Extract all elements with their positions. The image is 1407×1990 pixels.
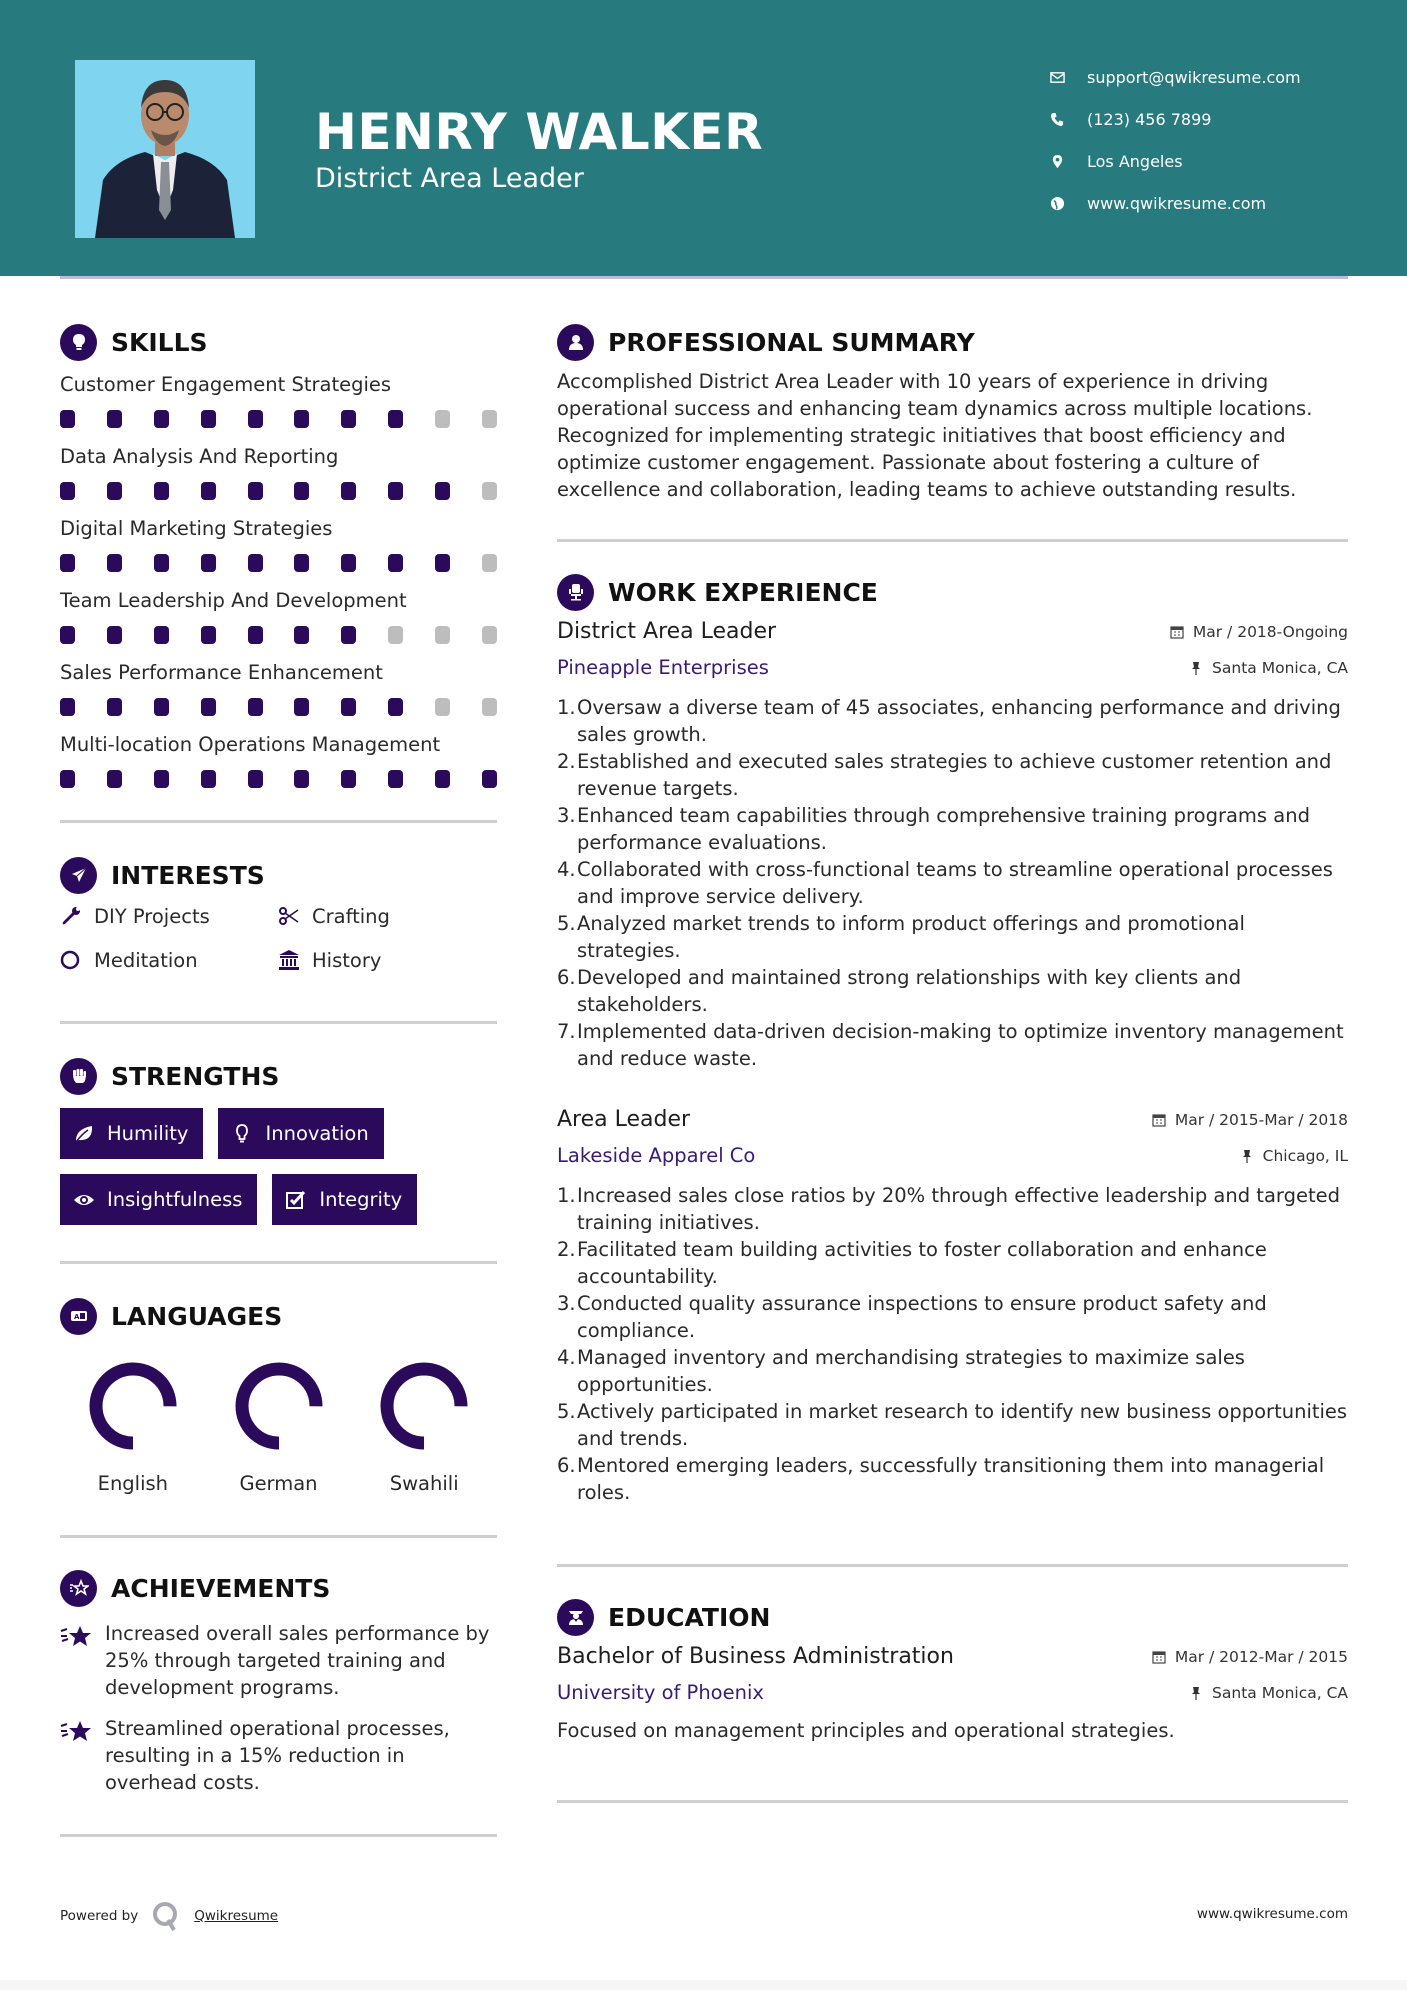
experience-title: WORK EXPERIENCE: [608, 577, 878, 607]
rating-dot-filled: [294, 482, 309, 500]
rating-dot-filled: [294, 770, 309, 788]
strengths-section: [60, 1054, 497, 1225]
footer-website-link[interactable]: www.qwikresume.com: [1196, 1906, 1348, 1922]
right-column: [557, 320, 1348, 1803]
page-bottom-strip: [0, 1980, 1407, 1990]
leaf-icon: [73, 1123, 95, 1145]
calendar-icon: [1152, 1113, 1166, 1127]
strength-badge: Humility: [60, 1108, 203, 1159]
lightbulb-icon: [60, 324, 97, 361]
circle-icon: [60, 949, 82, 971]
qwikresume-logo-icon: [152, 1900, 180, 1932]
rating-dot-filled: [60, 698, 75, 716]
skill-rating: [60, 474, 497, 508]
user-icon: [557, 324, 594, 361]
rating-dot-filled: [60, 770, 75, 788]
shooting-star-icon: [60, 1624, 94, 1650]
job-bullet: 1. Oversaw a diverse team of 45 associates, enhancing performance and driving sales growth.: [557, 696, 1341, 746]
job-bullets: [557, 694, 1348, 1072]
summary-title: PROFESSIONAL SUMMARY: [608, 327, 975, 357]
interest-item: DIY Projects: [60, 901, 278, 931]
skill-rating: [60, 762, 497, 796]
lightbulb-icon: [231, 1123, 253, 1145]
rating-dot-filled: [201, 554, 216, 572]
footer-powered-by: Powered by Qwikresume: [60, 1900, 278, 1932]
left-column: [60, 320, 497, 1837]
rating-dot-filled: [388, 770, 403, 788]
skill-name: Digital Marketing Strategies: [60, 517, 333, 540]
rating-dot-empty: [388, 626, 403, 644]
job-company: Pineapple Enterprises: [557, 656, 769, 679]
achievement-item: Increased overall sales performance by 25% through targeted training and development programs.: [60, 1620, 497, 1701]
section-divider: [60, 1021, 497, 1024]
skills-heading: [60, 320, 497, 364]
job-bullet: 5. Analyzed market trends to inform product offerings and promotional strategies.: [557, 912, 1245, 962]
interest-item: Meditation: [60, 945, 278, 975]
strengths-title: STRENGTHS: [111, 1061, 280, 1091]
experience-section: [557, 570, 1348, 1506]
rating-dot-filled: [341, 554, 356, 572]
checkbox-icon: [285, 1189, 307, 1211]
brand-link[interactable]: Qwikresume: [194, 1908, 279, 1924]
contact-phone-text: (123) 456 7899: [1087, 109, 1212, 129]
achievements-heading: [60, 1566, 497, 1610]
strengths-heading: [60, 1054, 497, 1098]
skill-item: [60, 584, 497, 652]
globe-icon: [1050, 196, 1065, 211]
skill-name: Multi-location Operations Management: [60, 733, 441, 756]
skill-rating: [60, 546, 497, 580]
rating-dot-filled: [107, 482, 122, 500]
interests-section: [60, 853, 497, 975]
rating-dot-filled: [201, 698, 216, 716]
profile-photo: [75, 60, 255, 238]
education-heading: [557, 1595, 1348, 1639]
language-item: German: [206, 1358, 352, 1495]
rating-dot-filled: [435, 770, 450, 788]
job-bullet: 5. Actively participated in market research to identify new business opportunities and trends.: [557, 1400, 1348, 1450]
rating-dot-empty: [435, 698, 450, 716]
job-dates: Mar / 2015-Mar / 2018: [1152, 1111, 1348, 1129]
job-bullet: 2. Established and executed sales strategies to achieve customer retention and revenue targets.: [557, 750, 1332, 800]
degree-title: Bachelor of Business Administration: [557, 1644, 954, 1669]
skill-name: Sales Performance Enhancement: [60, 661, 383, 684]
rating-dot-empty: [482, 626, 497, 644]
paper-plane-icon: [60, 857, 97, 894]
skill-rating: [60, 402, 497, 436]
rating-dot-filled: [482, 770, 497, 788]
section-divider: [60, 820, 497, 823]
rating-dot-filled: [154, 482, 169, 500]
strength-badge: Innovation: [218, 1108, 383, 1159]
contact-website[interactable]: [1050, 182, 1301, 224]
job-bullet: 3. Conducted quality assurance inspections to ensure product safety and compliance.: [557, 1292, 1267, 1342]
school-name: University of Phoenix: [557, 1681, 764, 1704]
rating-dot-filled: [341, 482, 356, 500]
job-bullet: 6. Developed and maintained strong relationships with key clients and stakeholders.: [557, 966, 1242, 1016]
skill-item: [60, 512, 497, 580]
rating-dot-empty: [482, 410, 497, 428]
achievement-item: Streamlined operational processes, resulting in a 15% reduction in overhead costs.: [60, 1715, 497, 1796]
contact-location: [1050, 140, 1301, 182]
achievements-title: ACHIEVEMENTS: [111, 1573, 331, 1603]
job-bullet: 6. Mentored emerging leaders, successfully transitioning them into managerial roles.: [557, 1454, 1325, 1504]
summary-section: [557, 320, 1348, 503]
languages-list: [60, 1358, 497, 1495]
education-title: EDUCATION: [608, 1602, 771, 1632]
fist-icon: [60, 1058, 97, 1095]
rating-dot-filled: [435, 482, 450, 500]
rating-dot-filled: [107, 554, 122, 572]
strength-badge: Integrity: [272, 1174, 417, 1225]
rating-dot-filled: [248, 410, 263, 428]
skill-item: [60, 368, 497, 436]
interest-item: Crafting: [278, 901, 497, 931]
skill-item: [60, 728, 497, 796]
rating-dot-empty: [482, 554, 497, 572]
rating-dot-filled: [201, 770, 216, 788]
pushpin-icon: [1189, 661, 1203, 675]
rating-dot-filled: [154, 554, 169, 572]
rating-dot-filled: [294, 626, 309, 644]
achievements-section: [60, 1566, 497, 1796]
language-item: English: [60, 1358, 206, 1495]
resume-header: [0, 0, 1407, 276]
rating-dot-filled: [341, 698, 356, 716]
job-bullet: 4. Managed inventory and merchandising strategies to maximize sales opportunities.: [557, 1346, 1245, 1396]
header-divider: [60, 276, 1348, 279]
section-divider: [557, 1800, 1348, 1803]
envelope-icon: [1050, 70, 1065, 85]
rating-dot-filled: [341, 626, 356, 644]
skill-name: Customer Engagement Strategies: [60, 373, 392, 396]
rating-dot-empty: [435, 410, 450, 428]
section-divider: [557, 539, 1348, 542]
rating-dot-filled: [388, 410, 403, 428]
rating-dot-filled: [294, 410, 309, 428]
job-location: Chicago, IL: [1240, 1147, 1348, 1165]
wrench-icon: [60, 905, 82, 927]
rating-dot-filled: [248, 482, 263, 500]
phone-icon: [1050, 112, 1065, 127]
contact-phone[interactable]: [1050, 98, 1301, 140]
rating-dot-filled: [201, 482, 216, 500]
experience-heading: [557, 570, 1348, 614]
job-bullets: [557, 1182, 1348, 1506]
language-icon: [60, 1298, 97, 1335]
skills-list: [60, 368, 497, 796]
svg-text:A: A: [73, 1313, 79, 1321]
contact-location-text: Los Angeles: [1087, 151, 1183, 171]
job-bullet: 3. Enhanced team capabilities through comprehensive training programs and performance evaluations.: [557, 804, 1310, 854]
contact-email[interactable]: [1050, 56, 1301, 98]
rating-dot-empty: [435, 626, 450, 644]
contact-list: [1050, 56, 1301, 224]
rating-dot-empty: [482, 698, 497, 716]
rating-dot-filled: [107, 626, 122, 644]
scissors-icon: [278, 905, 300, 927]
interests-list: [60, 901, 497, 975]
strengths-list: [60, 1108, 497, 1225]
office-chair-icon: [557, 574, 594, 611]
job-location: Santa Monica, CA: [1189, 659, 1348, 677]
rating-dot-filled: [201, 626, 216, 644]
rating-dot-filled: [154, 410, 169, 428]
contact-email-text: support@qwikresume.com: [1087, 67, 1301, 87]
skill-item: [60, 656, 497, 724]
rating-dot-filled: [60, 626, 75, 644]
job-entry: [557, 1102, 1348, 1506]
map-marker-icon: [1050, 154, 1065, 169]
contact-website-text: www.qwikresume.com: [1087, 193, 1267, 213]
rating-dot-filled: [248, 554, 263, 572]
rating-dot-filled: [154, 770, 169, 788]
interests-heading: [60, 853, 497, 897]
language-item: Swahili: [351, 1358, 497, 1495]
calendar-icon: [1152, 1650, 1166, 1664]
skill-name: Data Analysis And Reporting: [60, 445, 339, 468]
job-bullet: 7. Implemented data-driven decision-making to optimize inventory management and reduce waste.: [557, 1020, 1344, 1070]
job-bullet: 1. Increased sales close ratios by 20% through effective leadership and targeted training initiatives.: [557, 1184, 1340, 1234]
section-divider: [60, 1535, 497, 1538]
education-dates: Mar / 2012-Mar / 2015: [1152, 1648, 1348, 1666]
rating-dot-filled: [388, 698, 403, 716]
rating-dot-filled: [341, 410, 356, 428]
section-divider: [60, 1261, 497, 1264]
job-title: District Area Leader: [557, 619, 777, 644]
section-divider: [60, 1834, 497, 1837]
rating-dot-filled: [107, 410, 122, 428]
skill-name: Team Leadership And Development: [60, 589, 407, 612]
rating-dot-filled: [294, 554, 309, 572]
skills-title: SKILLS: [111, 327, 208, 357]
star-badge-icon: [60, 1570, 97, 1607]
rating-dot-empty: [482, 482, 497, 500]
languages-heading: [60, 1294, 497, 1338]
eye-icon: [73, 1189, 95, 1211]
language-progress-ring: [376, 1358, 472, 1454]
languages-section: [60, 1294, 497, 1495]
skill-rating: [60, 618, 497, 652]
person-photo-icon: [75, 60, 255, 238]
job-dates: Mar / 2018-Ongoing: [1170, 623, 1348, 641]
interest-item: History: [278, 945, 497, 975]
rating-dot-filled: [201, 410, 216, 428]
strength-badge: Insightfulness: [60, 1174, 257, 1225]
rating-dot-filled: [248, 770, 263, 788]
job-company: Lakeside Apparel Co: [557, 1144, 756, 1167]
languages-title: LANGUAGES: [111, 1301, 283, 1331]
rating-dot-filled: [388, 482, 403, 500]
rating-dot-filled: [154, 698, 169, 716]
skill-item: [60, 440, 497, 508]
rating-dot-filled: [107, 698, 122, 716]
job-bullet: 4. Collaborated with cross-functional teams to streamline operational processes and improve service delivery.: [557, 858, 1333, 908]
shooting-star-icon: [60, 1719, 94, 1745]
rating-dot-filled: [154, 626, 169, 644]
rating-dot-filled: [294, 698, 309, 716]
interests-title: INTERESTS: [111, 860, 265, 890]
rating-dot-filled: [60, 554, 75, 572]
language-progress-ring: [231, 1358, 327, 1454]
education-section: [557, 1595, 1348, 1744]
rating-dot-filled: [341, 770, 356, 788]
rating-dot-filled: [248, 698, 263, 716]
candidate-name: HENRY WALKER: [315, 103, 764, 161]
rating-dot-filled: [60, 410, 75, 428]
skills-section: [60, 320, 497, 796]
summary-heading: [557, 320, 1348, 364]
rating-dot-filled: [60, 482, 75, 500]
section-divider: [557, 1564, 1348, 1567]
pushpin-icon: [1240, 1149, 1254, 1163]
rating-dot-filled: [107, 770, 122, 788]
graduate-icon: [557, 1599, 594, 1636]
calendar-icon: [1170, 625, 1184, 639]
language-progress-ring: [85, 1358, 181, 1454]
pushpin-icon: [1189, 1686, 1203, 1700]
education-location: Santa Monica, CA: [1189, 1684, 1348, 1702]
skill-rating: [60, 690, 497, 724]
museum-icon: [278, 949, 300, 971]
summary-text: Accomplished District Area Leader with 10 years of experience in driving operational success and enhancing team dynamics across multiple locations. Recognized for implementing strategic initiatives that boost efficiency and optimize customer engagement. Passionate about fostering a culture of excellence and collaboration, leading teams to achieve outstanding results.: [557, 370, 1313, 501]
education-description: Focused on management principles and operational strategies.: [557, 1719, 1175, 1742]
job-title: Area Leader: [557, 1107, 691, 1132]
candidate-title: District Area Leader: [315, 163, 584, 194]
job-bullet: 2. Facilitated team building activities to foster collaboration and enhance accountability.: [557, 1238, 1267, 1288]
rating-dot-filled: [248, 626, 263, 644]
rating-dot-filled: [388, 554, 403, 572]
job-entry: [557, 614, 1348, 1072]
rating-dot-filled: [435, 554, 450, 572]
